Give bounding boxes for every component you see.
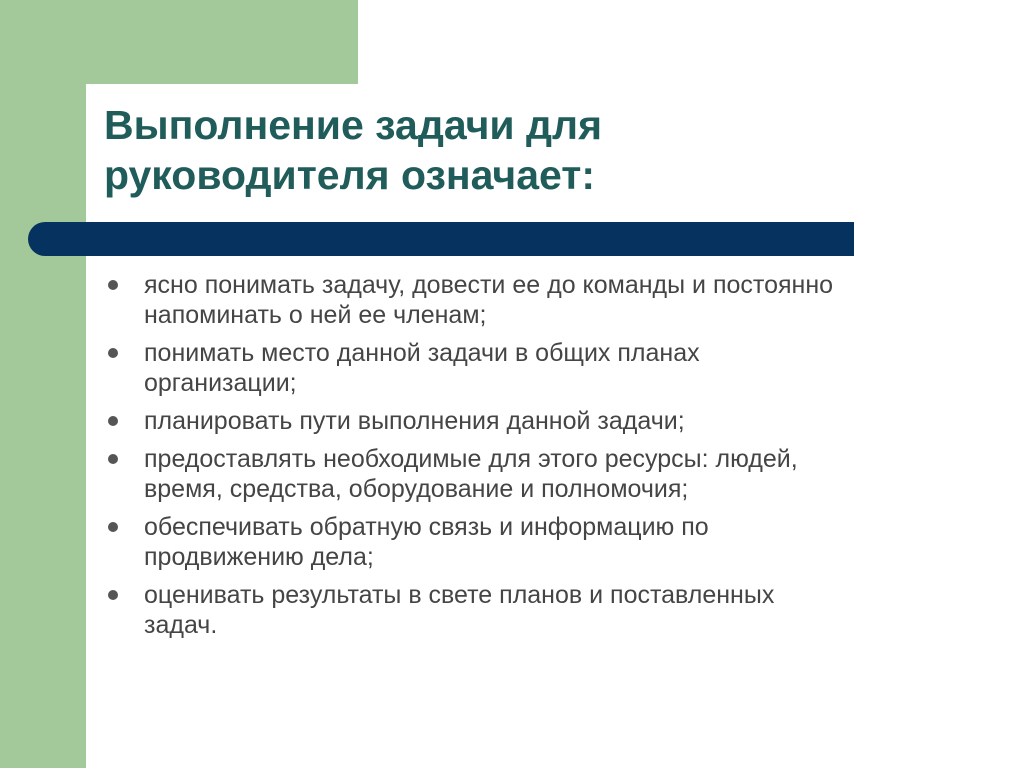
bullet-dot-icon — [108, 416, 118, 426]
bullet-item — [104, 444, 964, 504]
bullet-dot-icon — [108, 348, 118, 358]
bullet-dot-icon — [108, 280, 118, 290]
bullet-text: ясно понимать задачу, довести ее до команды и постоянно напоминать о ней ее членам; — [144, 271, 834, 329]
title-divider-bar — [28, 222, 854, 256]
slide-title-line-1: Выполнение задачи для — [104, 102, 603, 148]
bullet-dot-icon — [108, 590, 118, 600]
green-top-block — [0, 0, 358, 84]
bullet-item — [104, 512, 964, 572]
bullet-item — [104, 406, 964, 436]
bullet-dot-icon — [108, 454, 118, 464]
bullet-item — [104, 270, 964, 330]
bullet-text: планировать пути выполнения данной задачи; — [144, 407, 685, 435]
bullet-item — [104, 338, 964, 398]
bullet-item — [104, 580, 964, 640]
bullet-text: оценивать результаты в свете планов и поставленных задач. — [144, 581, 775, 639]
bullet-list — [104, 270, 964, 648]
slide-title-line-2: руководителя означает: — [104, 152, 595, 198]
bullet-text: понимать место данной задачи в общих планах организации; — [144, 339, 700, 397]
slide-title — [104, 100, 864, 200]
bullet-text: предоставлять необходимые для этого ресурсы: людей, время, средства, оборудование и полномочия; — [144, 445, 798, 503]
green-side-band — [0, 0, 86, 768]
bullet-text: обеспечивать обратную связь и информацию по продвижению дела; — [144, 513, 709, 571]
bullet-dot-icon — [108, 522, 118, 532]
